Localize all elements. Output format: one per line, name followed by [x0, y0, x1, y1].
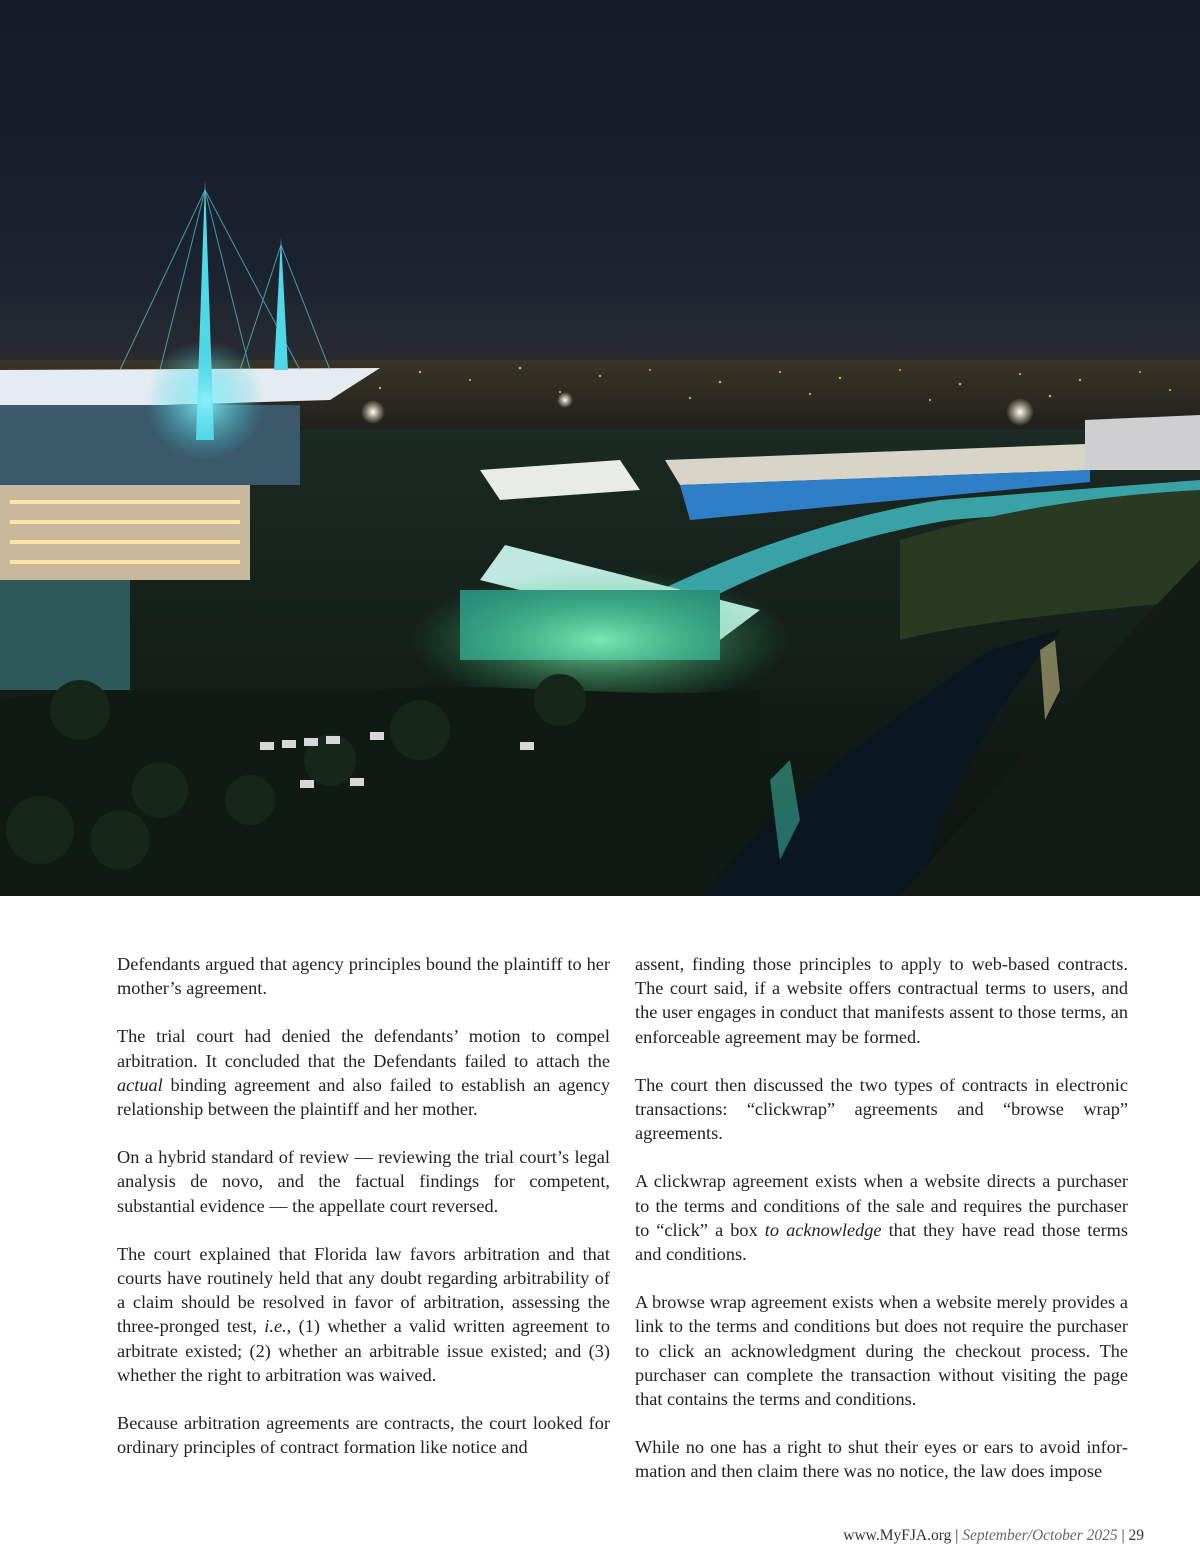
footer-website[interactable]: www.MyFJA.org	[843, 1527, 952, 1544]
paragraph-text: , (1) whether a valid written agreement to arbitrate existed; (2) whether an arbitrable issue existed; and (3) whether the right to arbitration was waived.	[117, 1316, 610, 1385]
paragraph-text: On a hybrid standard of review — reviewing the trial court’s legal analysis de novo, and the factual findings for competent, substantial evidence — the appellate court reversed.	[117, 1147, 610, 1216]
page-number: 29	[1128, 1527, 1144, 1544]
emphasis-text: actual	[117, 1074, 163, 1095]
paragraph	[635, 1290, 1128, 1411]
building-right	[1085, 415, 1200, 470]
footer-issue-date: September/October 2025	[962, 1527, 1118, 1544]
paragraph-text: A clickwrap agreement exists when a website directs a purchaser to the terms and conditions of the sale and requires the purchaser to “click” a box	[635, 1171, 1128, 1240]
paragraph	[117, 1024, 610, 1121]
flood-light	[361, 400, 385, 424]
paragraph	[117, 952, 610, 1000]
paragraph-text: binding agreement and also failed to establish an agency relationship between the plaintiff and her mother.	[117, 1074, 610, 1120]
flood-light	[1006, 398, 1034, 426]
flood-light	[557, 392, 573, 408]
paragraph-text: that they have read those terms and conditions.	[635, 1219, 1129, 1265]
paragraph-text: assent, finding those principles to apply to web-based contracts. The court said, if a website offers contractual terms to users, and the user engages in conduct that manifests assent to those terms, an enforceable agreement may be formed.	[635, 954, 1128, 1047]
paragraph	[635, 1435, 1128, 1483]
emphasis-text: to acknowledge	[764, 1219, 882, 1240]
paragraph	[117, 1242, 610, 1387]
footer-separator: |	[955, 1527, 959, 1544]
stadium-base	[0, 580, 130, 690]
paragraph	[117, 1145, 610, 1218]
emphasis-text: i.e.	[264, 1316, 287, 1337]
left-column	[117, 952, 610, 1459]
right-column	[635, 952, 1128, 1484]
stadium-lower-deck	[0, 485, 250, 580]
page-footer	[843, 1527, 1144, 1545]
paragraph	[635, 952, 1128, 1049]
paragraph-text: A browse wrap agreement exists when a website merely provides a link to the terms and conditions but does not require the purchaser to click an acknowledgment during the checkout process. The purchaser can complete the transaction without visiting the page that contains the terms and conditions.	[635, 1292, 1128, 1410]
paragraph-text: While no one has a right to shut their eyes or ears to avoid information and then claim there was no notice, the law does impose	[635, 1437, 1128, 1482]
paragraph	[635, 1169, 1128, 1266]
paragraph-text: The court explained that Florida law favors arbitration and that courts have routinely held that any doubt regarding arbitrability of a claim should be resolved in favor of arbitration, assessing the three-pronged test,	[117, 1243, 610, 1337]
paragraph	[117, 1411, 610, 1459]
teal-glow	[145, 340, 265, 460]
paragraph-text: Defendants argued that agency principles bound the plaintiff to her mother’s agreement.	[117, 954, 610, 999]
paragraph-text: The trial court had denied the defendants’ motion to compel arbitration. It concluded that the Defendants failed to attach the	[117, 1026, 610, 1071]
paragraph	[635, 1073, 1128, 1146]
paragraph-text: Because arbitration agreements are contracts, the court looked for ordinary principles of contract formation like notice and	[117, 1413, 610, 1458]
footer-separator: |	[1121, 1527, 1125, 1544]
night-sky	[0, 0, 1200, 370]
paragraph-text: The court then discussed the two types of contracts in electronic transactions: “clickwrap” agreements and “browse wrap” agreements.	[635, 1074, 1128, 1144]
